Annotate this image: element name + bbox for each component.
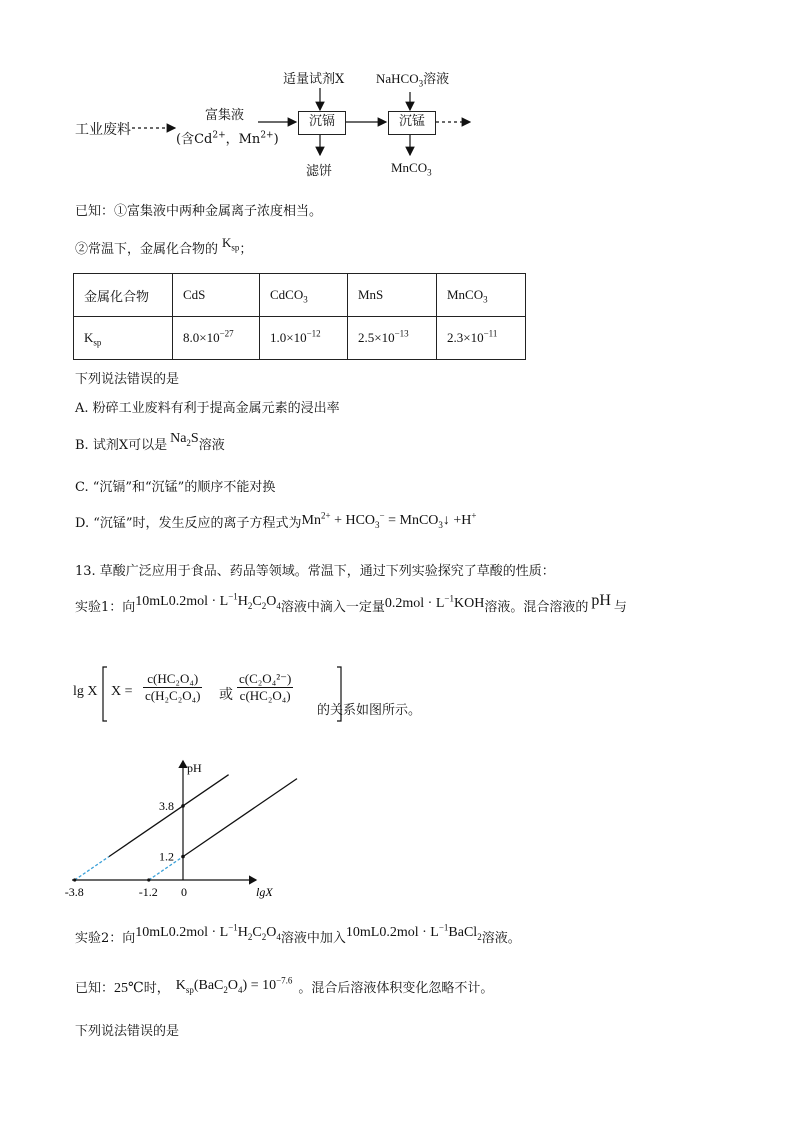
x-intercept-point: [73, 878, 76, 881]
table-cell: $K_{sp}$: [74, 317, 173, 360]
table-cell: $2.3\times 10^{-11}$: [437, 317, 526, 360]
ksp-table: [73, 273, 526, 360]
table-header: MnS: [348, 274, 437, 317]
q12-option-c: C. “沉镉”和“沉锰”的顺序不能对换: [75, 480, 276, 495]
q12-option-a: A. 粉碎工业废料有利于提高金属元素的浸出率: [75, 401, 340, 416]
known-line-1: 已知：①富集液中两种金属离子浓度相当。: [75, 204, 323, 219]
rich-liquid-contents: (含$Cd^{2+}$，$Mn^{2+}$): [176, 130, 279, 147]
table-header: CdCO$_3$: [260, 274, 348, 317]
fraction-2: $\frac{\text{c(C₂O₄²⁻)}}{\text{c(HC₂O₄)}}$: [239, 671, 292, 703]
series-line: [109, 775, 229, 857]
box-cd-precipitation: 沉镉: [298, 111, 346, 135]
q13-known: 已知：25℃时， $K_{sp}(BaC_2O_4) = 10^{-7.6}$。混合后溶液体积变化忽略不计。: [75, 975, 494, 996]
q13-intro: 13. 草酸广泛应用于食品、药品等领域。常温下，通过下列实验探究了草酸的性质：: [75, 564, 555, 579]
relation-text: 的关系如图所示。: [317, 703, 422, 718]
table-cell: $2.5\times 10^{-13}$: [348, 317, 437, 360]
box-mn-precipitation: 沉锰: [388, 111, 436, 135]
q13-exp2: 实验2：向$10mL0.2mol \cdot L^{-1}H_2C_2O_4$溶液中加入$10mL0.2mol \cdot L^{-1}BaCl_2$溶液。: [75, 922, 521, 946]
known-line-2: ②常温下，金属化合物的 $K_{sp}$；: [75, 235, 253, 257]
table-header-row: [74, 274, 526, 317]
filter-cake-label: 滤饼: [306, 164, 333, 179]
y-tick-label: 3.8: [159, 798, 174, 813]
q12-option-d: D. “沉锰”时，发生反应的离子方程式为$Mn^{2+} + HCO_3^-$ = MnCO$_3$↓ +H+: [75, 510, 477, 531]
rich-liquid-label: 富集液: [205, 108, 245, 123]
table-row: [74, 317, 526, 360]
ph-lgx-chart: [64, 755, 273, 900]
fraction-1: $\frac{\text{c(HC₂O₄)}}{\text{c(H₂C₂O₄)}}$: [145, 671, 201, 703]
nahco3-label: NaHCO$_3$溶液: [376, 71, 450, 89]
x-axis-label: lgX: [256, 885, 273, 899]
reagent-x-label: 适量试剂X: [283, 72, 345, 87]
q12-option-b: B. 试剂X可以是 $Na_2S$溶液: [75, 431, 225, 453]
x-equals: X =: [111, 684, 133, 699]
intercept-point: [181, 855, 185, 859]
table-header: CdS: [173, 274, 260, 317]
table-cell: $8.0\times 10^{-27}$: [173, 317, 260, 360]
table-header: 金属化合物: [74, 274, 173, 317]
x-tick-label: 0: [181, 885, 187, 899]
table-cell: $1.0\times 10^{-12}$: [260, 317, 348, 360]
intercept-point: [181, 804, 185, 808]
mnco3-label: MnCO$_3$: [391, 160, 432, 178]
series-dashed-segment: [75, 857, 109, 880]
or-label: 或: [219, 687, 233, 703]
y-axis-label: pH: [187, 761, 202, 775]
series-line: [183, 779, 297, 857]
waste-label: 工业废料: [75, 122, 131, 138]
lgx-label: lg X: [73, 684, 98, 699]
x-tick-label: -1.2: [138, 885, 158, 899]
table-header: MnCO$_3$: [437, 274, 526, 317]
x-intercept-point: [147, 878, 150, 881]
x-tick-label: -3.8: [64, 885, 84, 899]
q12-stem: 下列说法错误的是: [75, 372, 180, 387]
q13-stem: 下列说法错误的是: [75, 1024, 180, 1039]
y-tick-label: 1.2: [159, 849, 174, 864]
q13-exp1: 实验1：向$10mL0.2mol \cdot L^{-1}H_2C_2O_4$溶液中滴入一定量$0.2mol \cdot L^{-1}KOH$溶液。混合溶液的 pH 与: [75, 591, 627, 615]
